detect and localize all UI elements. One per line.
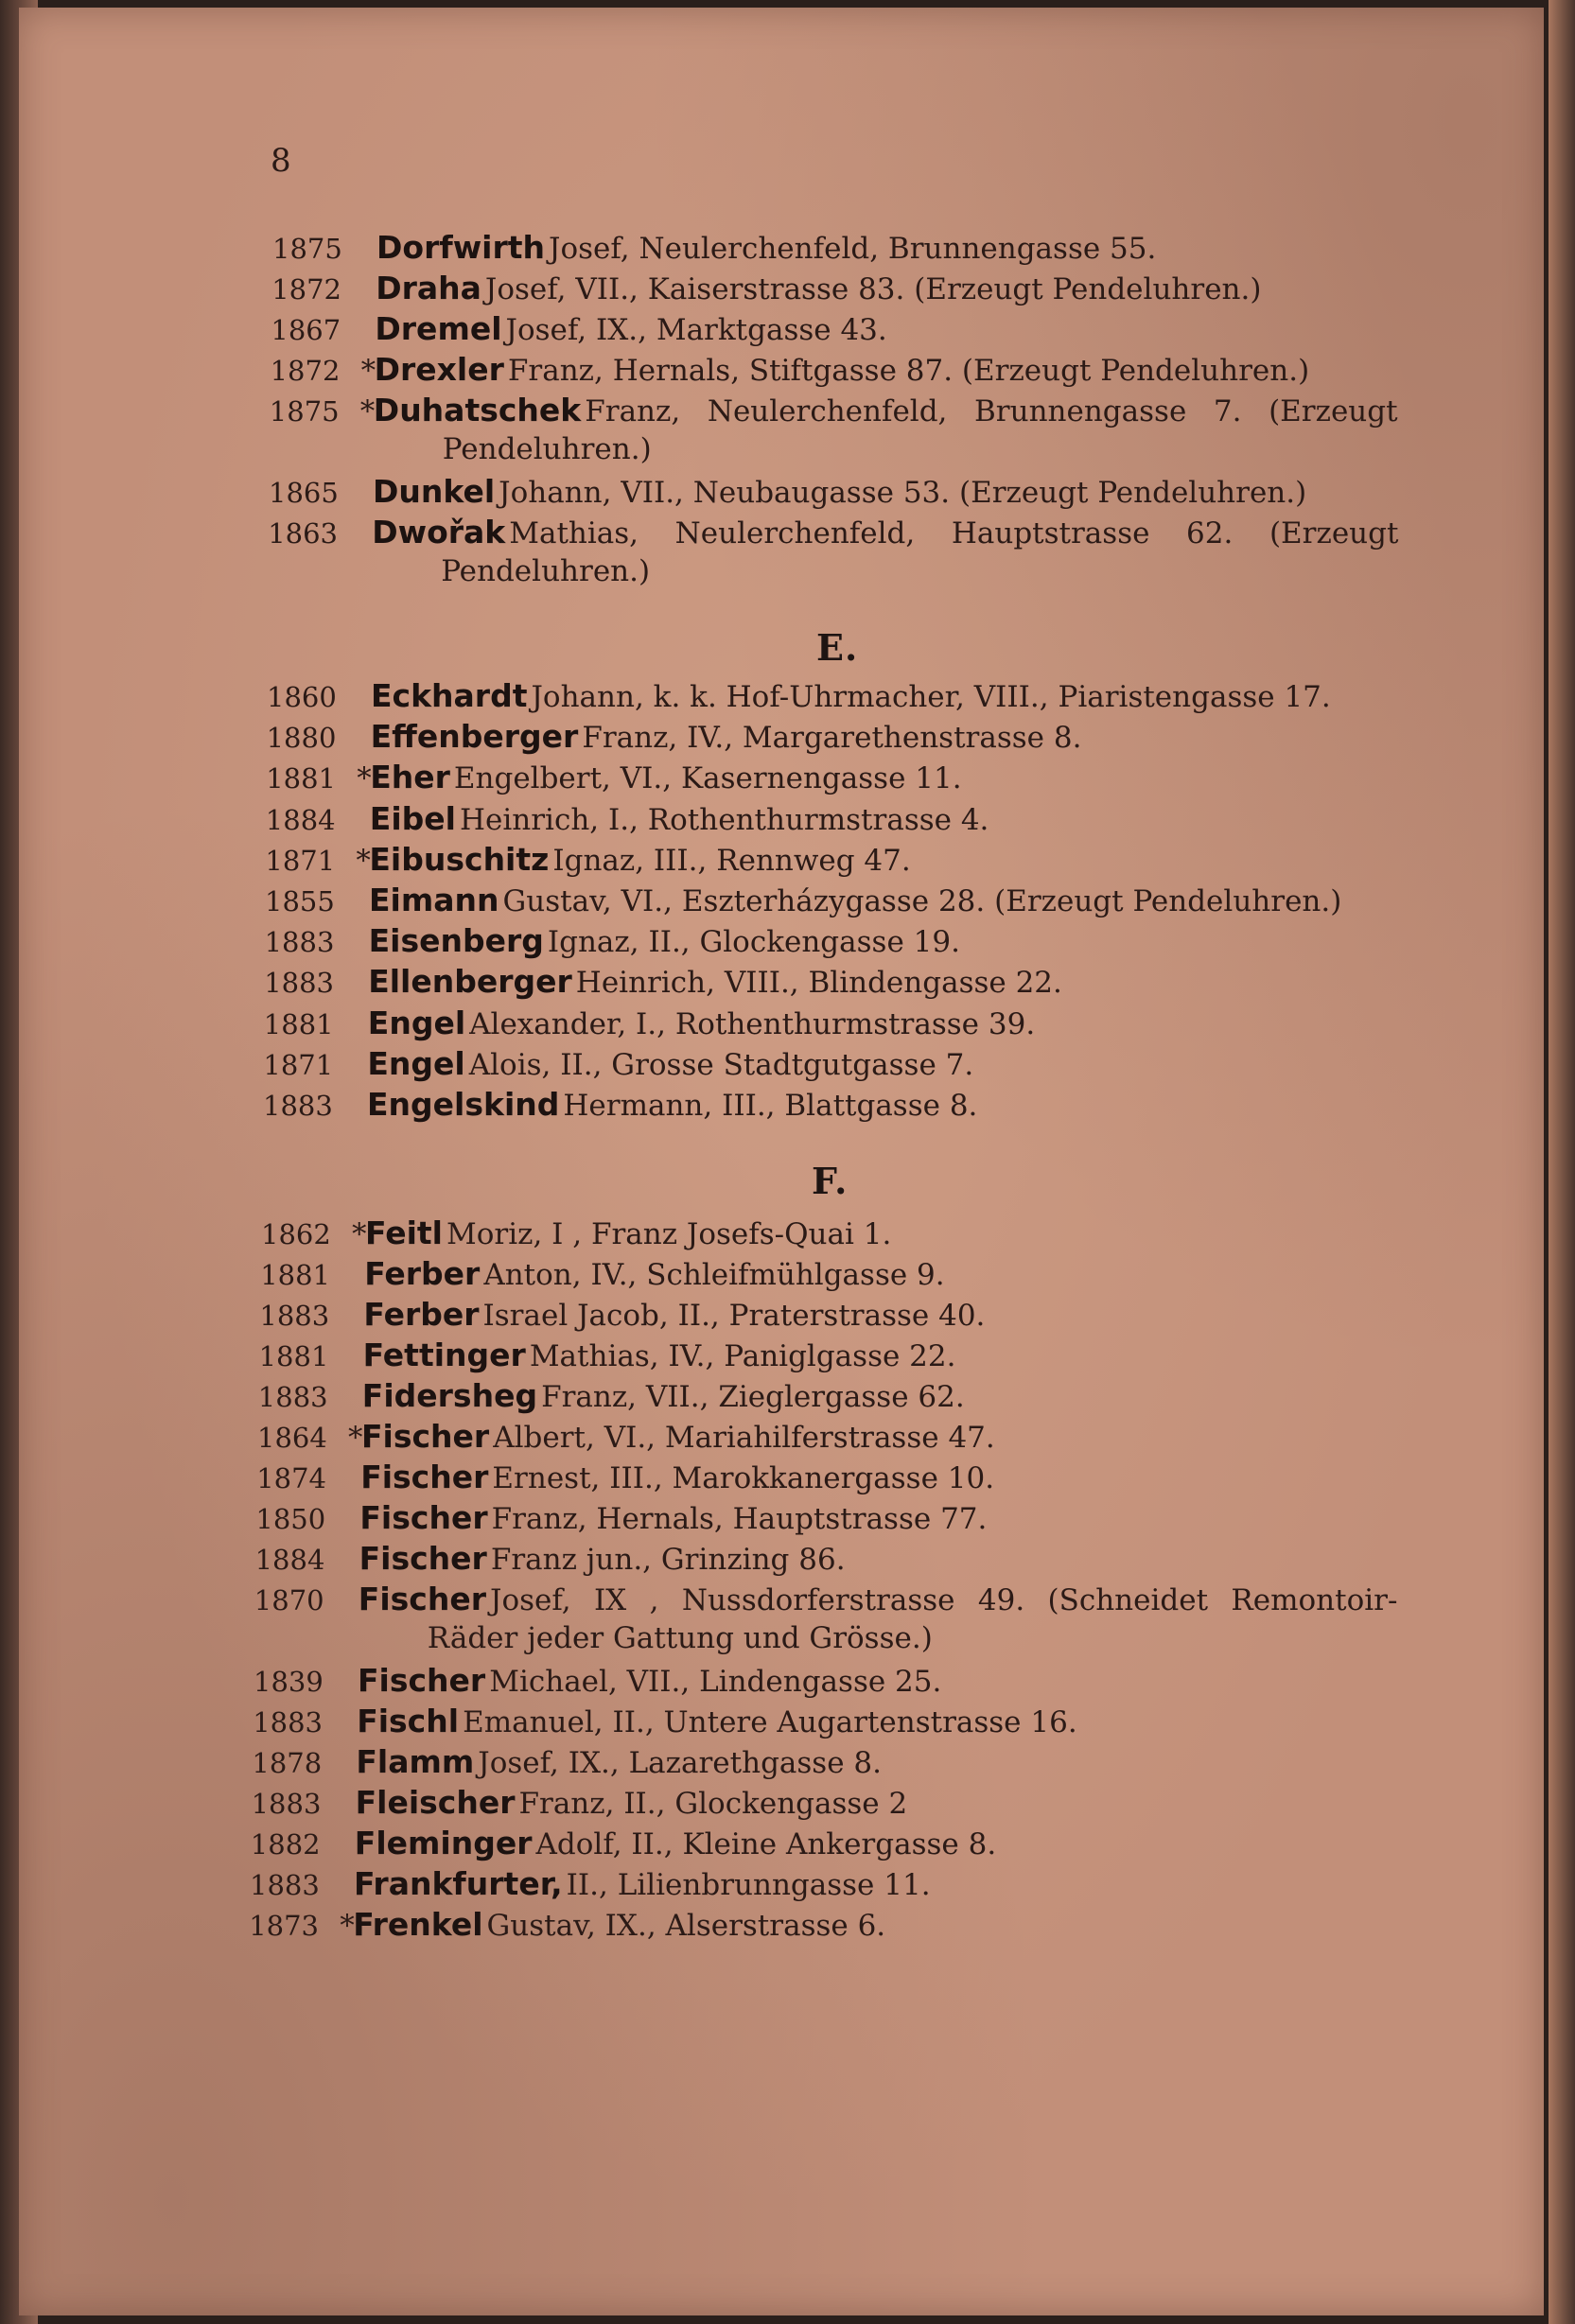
directory-entry xyxy=(256,1459,994,1495)
entry-year: 1864 xyxy=(257,1422,327,1454)
directory-entry xyxy=(265,882,1341,918)
entry-name: Fleischer xyxy=(355,1784,516,1821)
directory-entry xyxy=(252,1784,908,1821)
directory-entry xyxy=(261,1214,891,1251)
directory-entry xyxy=(259,1296,985,1333)
entry-year: 1883 xyxy=(250,1869,320,1901)
entry-details: Anton, IV., Schleifmühlgasse 9. xyxy=(483,1258,945,1292)
entry-marker: * xyxy=(356,843,371,878)
entry-year: 1862 xyxy=(261,1218,331,1250)
entry-year: 1881 xyxy=(263,1007,334,1040)
entry-name: Ferber xyxy=(363,1296,480,1333)
directory-entry xyxy=(251,1825,996,1861)
entry-name: Engel xyxy=(367,1044,465,1082)
entry-marker: * xyxy=(360,354,376,388)
entry-year: 1874 xyxy=(256,1462,326,1494)
entry-details: Mathias, Neulerchenfeld, Hauptstrasse 62. (Erzeugt xyxy=(509,516,1399,550)
directory-entry xyxy=(268,514,1398,550)
entry-year: 1872 xyxy=(270,355,341,387)
entry-year: 1873 xyxy=(249,1910,319,1942)
entry-details: II., Lilienbrunngasse 11. xyxy=(566,1868,931,1902)
entry-name: Fleminger xyxy=(354,1825,533,1861)
entry-details: Josef, IX., Marktgasse 43. xyxy=(505,313,887,347)
entry-marker: * xyxy=(348,1421,363,1455)
entry-name: Eibuschitz xyxy=(369,840,550,878)
directory-entry xyxy=(254,1662,941,1699)
entry-year: 1871 xyxy=(263,1048,334,1081)
directory-entry xyxy=(263,1086,977,1123)
entry-details: Josef, Neulerchenfeld, Brunnengasse 55. xyxy=(549,232,1157,266)
entry-details: Franz, Hernals, Hauptstrasse 77. xyxy=(491,1502,988,1536)
entry-name: Eher xyxy=(370,759,450,796)
entry-marker: * xyxy=(340,1909,355,1943)
entry-name: Fischer xyxy=(358,1662,486,1699)
entry-year: 1883 xyxy=(257,1381,328,1413)
entry-year: 1870 xyxy=(254,1584,324,1616)
entry-year: 1884 xyxy=(254,1544,325,1576)
entry-details: Heinrich, VIII., Blindengasse 22. xyxy=(575,966,1062,1001)
entry-marker: * xyxy=(352,1217,367,1251)
entry-details: Gustav, IX., Alserstrasse 6. xyxy=(486,1909,886,1943)
entry-marker: * xyxy=(357,761,372,796)
entry-details: Gustav, VI., Eszterházygasse 28. (Erzeugt Pendeluhren.) xyxy=(502,884,1342,918)
entry-details: Adolf, II., Kleine Ankergasse 8. xyxy=(535,1827,997,1861)
entry-year: 1883 xyxy=(264,926,335,959)
entry-details: Josef, IX., Lazarethgasse 8. xyxy=(478,1746,882,1780)
entry-name: Eimann xyxy=(369,882,499,918)
directory-entry xyxy=(259,1337,956,1373)
entry-details: Alois, II., Grosse Stadtgutgasse 7. xyxy=(468,1047,974,1082)
entry-year: 1883 xyxy=(263,1090,333,1122)
directory-entry xyxy=(270,392,1398,428)
entry-name: Fischer xyxy=(359,1499,488,1536)
entry-year: 1881 xyxy=(266,762,336,795)
entry-year: 1883 xyxy=(251,1788,322,1820)
entry-continuation: Pendeluhren.) xyxy=(441,554,651,588)
entry-year: 1883 xyxy=(264,967,334,1000)
entry-year: 1865 xyxy=(269,477,339,509)
entry-details: Josef, VII., Kaiserstrasse 83. (Erzeugt Pendeluhren.) xyxy=(484,272,1262,306)
entry-name: Fischer xyxy=(361,1418,490,1455)
entry-year: 1839 xyxy=(254,1666,324,1698)
entry-name: Eibel xyxy=(369,799,456,837)
entry-details: Franz jun., Grinzing 86. xyxy=(490,1543,846,1577)
entry-year: 1883 xyxy=(259,1300,330,1332)
entry-continuation: Pendeluhren.) xyxy=(442,432,652,466)
entry-name: Eisenberg xyxy=(368,922,544,960)
entry-name: Fischl xyxy=(357,1703,460,1739)
entry-year: 1863 xyxy=(268,517,338,550)
directory-entry xyxy=(264,1005,1035,1041)
entry-details: Heinrich, I., Rothenthurmstrasse 4. xyxy=(459,802,989,837)
directory-entry xyxy=(271,270,1261,306)
entry-name: Effenberger xyxy=(370,718,579,756)
entry-year: 1855 xyxy=(265,885,335,917)
entry-details: Engelbert, VI., Kasernengasse 11. xyxy=(453,761,962,796)
directory-entry xyxy=(265,922,960,959)
directory-entry xyxy=(255,1540,846,1577)
entry-name: Fettinger xyxy=(362,1337,526,1373)
directory-entry xyxy=(267,677,1331,714)
page-edge xyxy=(1549,0,1575,2324)
entry-name: Feitl xyxy=(365,1214,443,1251)
entry-year: 1875 xyxy=(269,395,340,428)
directory-entry xyxy=(260,1255,944,1292)
entry-details: Alexander, I., Rothenthurmstrasse 39. xyxy=(469,1006,1036,1041)
entry-details: Johann, k. k. Hof-Uhrmacher, VIII., Piaristengasse 17. xyxy=(531,680,1331,714)
section-heading-e: E. xyxy=(816,626,859,669)
entry-details: Franz, IV., Margarethenstrasse 8. xyxy=(582,721,1082,756)
section-heading-f: F. xyxy=(812,1160,849,1202)
entry-name: Duhatschek xyxy=(373,392,582,428)
directory-entry xyxy=(267,718,1082,755)
entry-year: 1871 xyxy=(265,844,336,877)
directory-entry xyxy=(271,351,1310,388)
entry-details: Hermann, III., Blattgasse 8. xyxy=(563,1089,978,1123)
entry-name: Eckhardt xyxy=(371,677,528,714)
entry-marker: * xyxy=(359,394,376,428)
entry-details: Albert, VI., Mariahilferstrasse 47. xyxy=(493,1421,995,1455)
entry-year: 1880 xyxy=(266,722,337,755)
entry-name: Engel xyxy=(367,1004,466,1041)
page-number: 8 xyxy=(271,142,291,180)
entry-name: Dwořak xyxy=(372,514,506,550)
entry-details: Ignaz, III., Rennweg 47. xyxy=(552,843,911,878)
entry-name: Fischer xyxy=(358,1581,487,1617)
entry-year: 1881 xyxy=(258,1340,329,1372)
directory-entry xyxy=(264,963,1062,1000)
entry-name: Flamm xyxy=(356,1743,475,1780)
entry-name: Fischer xyxy=(360,1459,489,1495)
entry-name: Engelskind xyxy=(367,1086,560,1123)
directory-entry xyxy=(253,1703,1077,1739)
directory-entry xyxy=(265,841,910,878)
entry-year: 1881 xyxy=(260,1259,330,1291)
directory-entry xyxy=(252,1743,882,1780)
entry-details: Franz, II., Glockengasse 2 xyxy=(518,1787,908,1821)
directory-entry xyxy=(272,229,1156,266)
entry-name: Ellenberger xyxy=(368,963,572,1001)
directory-entry xyxy=(263,1045,973,1082)
entry-year: 1883 xyxy=(253,1706,323,1739)
entry-year: 1884 xyxy=(265,803,336,836)
entry-details: Franz, Neulerchenfeld, Brunnengasse 7. (Erzeugt xyxy=(585,394,1398,428)
entry-details: Mathias, IV., Paniglgasse 22. xyxy=(529,1339,956,1373)
entry-name: Frenkel xyxy=(353,1906,483,1943)
directory-entry xyxy=(249,1906,885,1943)
entry-year: 1860 xyxy=(267,681,337,713)
entry-name: Fischer xyxy=(359,1540,487,1577)
directory-entry xyxy=(257,1418,995,1455)
directory-entry xyxy=(258,1377,965,1414)
entry-year: 1875 xyxy=(272,233,342,265)
entry-details: Ernest, III., Marokkanergasse 10. xyxy=(492,1461,995,1495)
directory-entry xyxy=(266,800,989,837)
entry-details: Ignaz, II., Glockengasse 19. xyxy=(547,925,960,960)
entry-details: Michael, VII., Lindengasse 25. xyxy=(489,1665,942,1699)
directory-entry xyxy=(254,1581,1398,1617)
entry-name: Drexler xyxy=(374,351,504,388)
entry-name: Dorfwirth xyxy=(376,229,546,266)
directory-entry xyxy=(269,473,1306,510)
entry-details: Franz, VII., Zieglergasse 62. xyxy=(541,1380,965,1414)
entry-year: 1872 xyxy=(271,273,341,306)
entry-name: Frankfurter, xyxy=(354,1865,563,1902)
entry-details: Johann, VII., Neubaugasse 53. (Erzeugt Pendeluhren.) xyxy=(499,476,1307,510)
directory-entry xyxy=(255,1499,987,1536)
directory-entry xyxy=(266,759,961,795)
entry-name: Dremel xyxy=(375,310,502,347)
entry-name: Fidersheg xyxy=(361,1377,538,1414)
directory-entry xyxy=(250,1865,931,1902)
entry-details: Josef, IX , Nussdorferstrasse 49. (Schneidet Remontoir- xyxy=(490,1583,1398,1617)
entry-details: Israel Jacob, II., Praterstrasse 40. xyxy=(482,1299,986,1333)
entry-year: 1867 xyxy=(271,314,341,346)
entry-name: Draha xyxy=(376,270,481,306)
entry-year: 1850 xyxy=(255,1503,326,1535)
entry-name: Ferber xyxy=(364,1255,481,1292)
entry-year: 1882 xyxy=(250,1828,321,1861)
entry-details: Emanuel, II., Untere Augartenstrasse 16. xyxy=(463,1705,1077,1739)
directory-entry xyxy=(271,310,886,347)
entry-details: Moriz, I , Franz Josefs-Quai 1. xyxy=(446,1217,892,1251)
entry-continuation: Räder jeder Gattung und Grösse.) xyxy=(427,1621,933,1655)
entry-year: 1878 xyxy=(252,1747,323,1779)
entry-name: Dunkel xyxy=(373,473,496,510)
entry-details: Franz, Hernals, Stiftgasse 87. (Erzeugt Pendeluhren.) xyxy=(507,354,1310,388)
